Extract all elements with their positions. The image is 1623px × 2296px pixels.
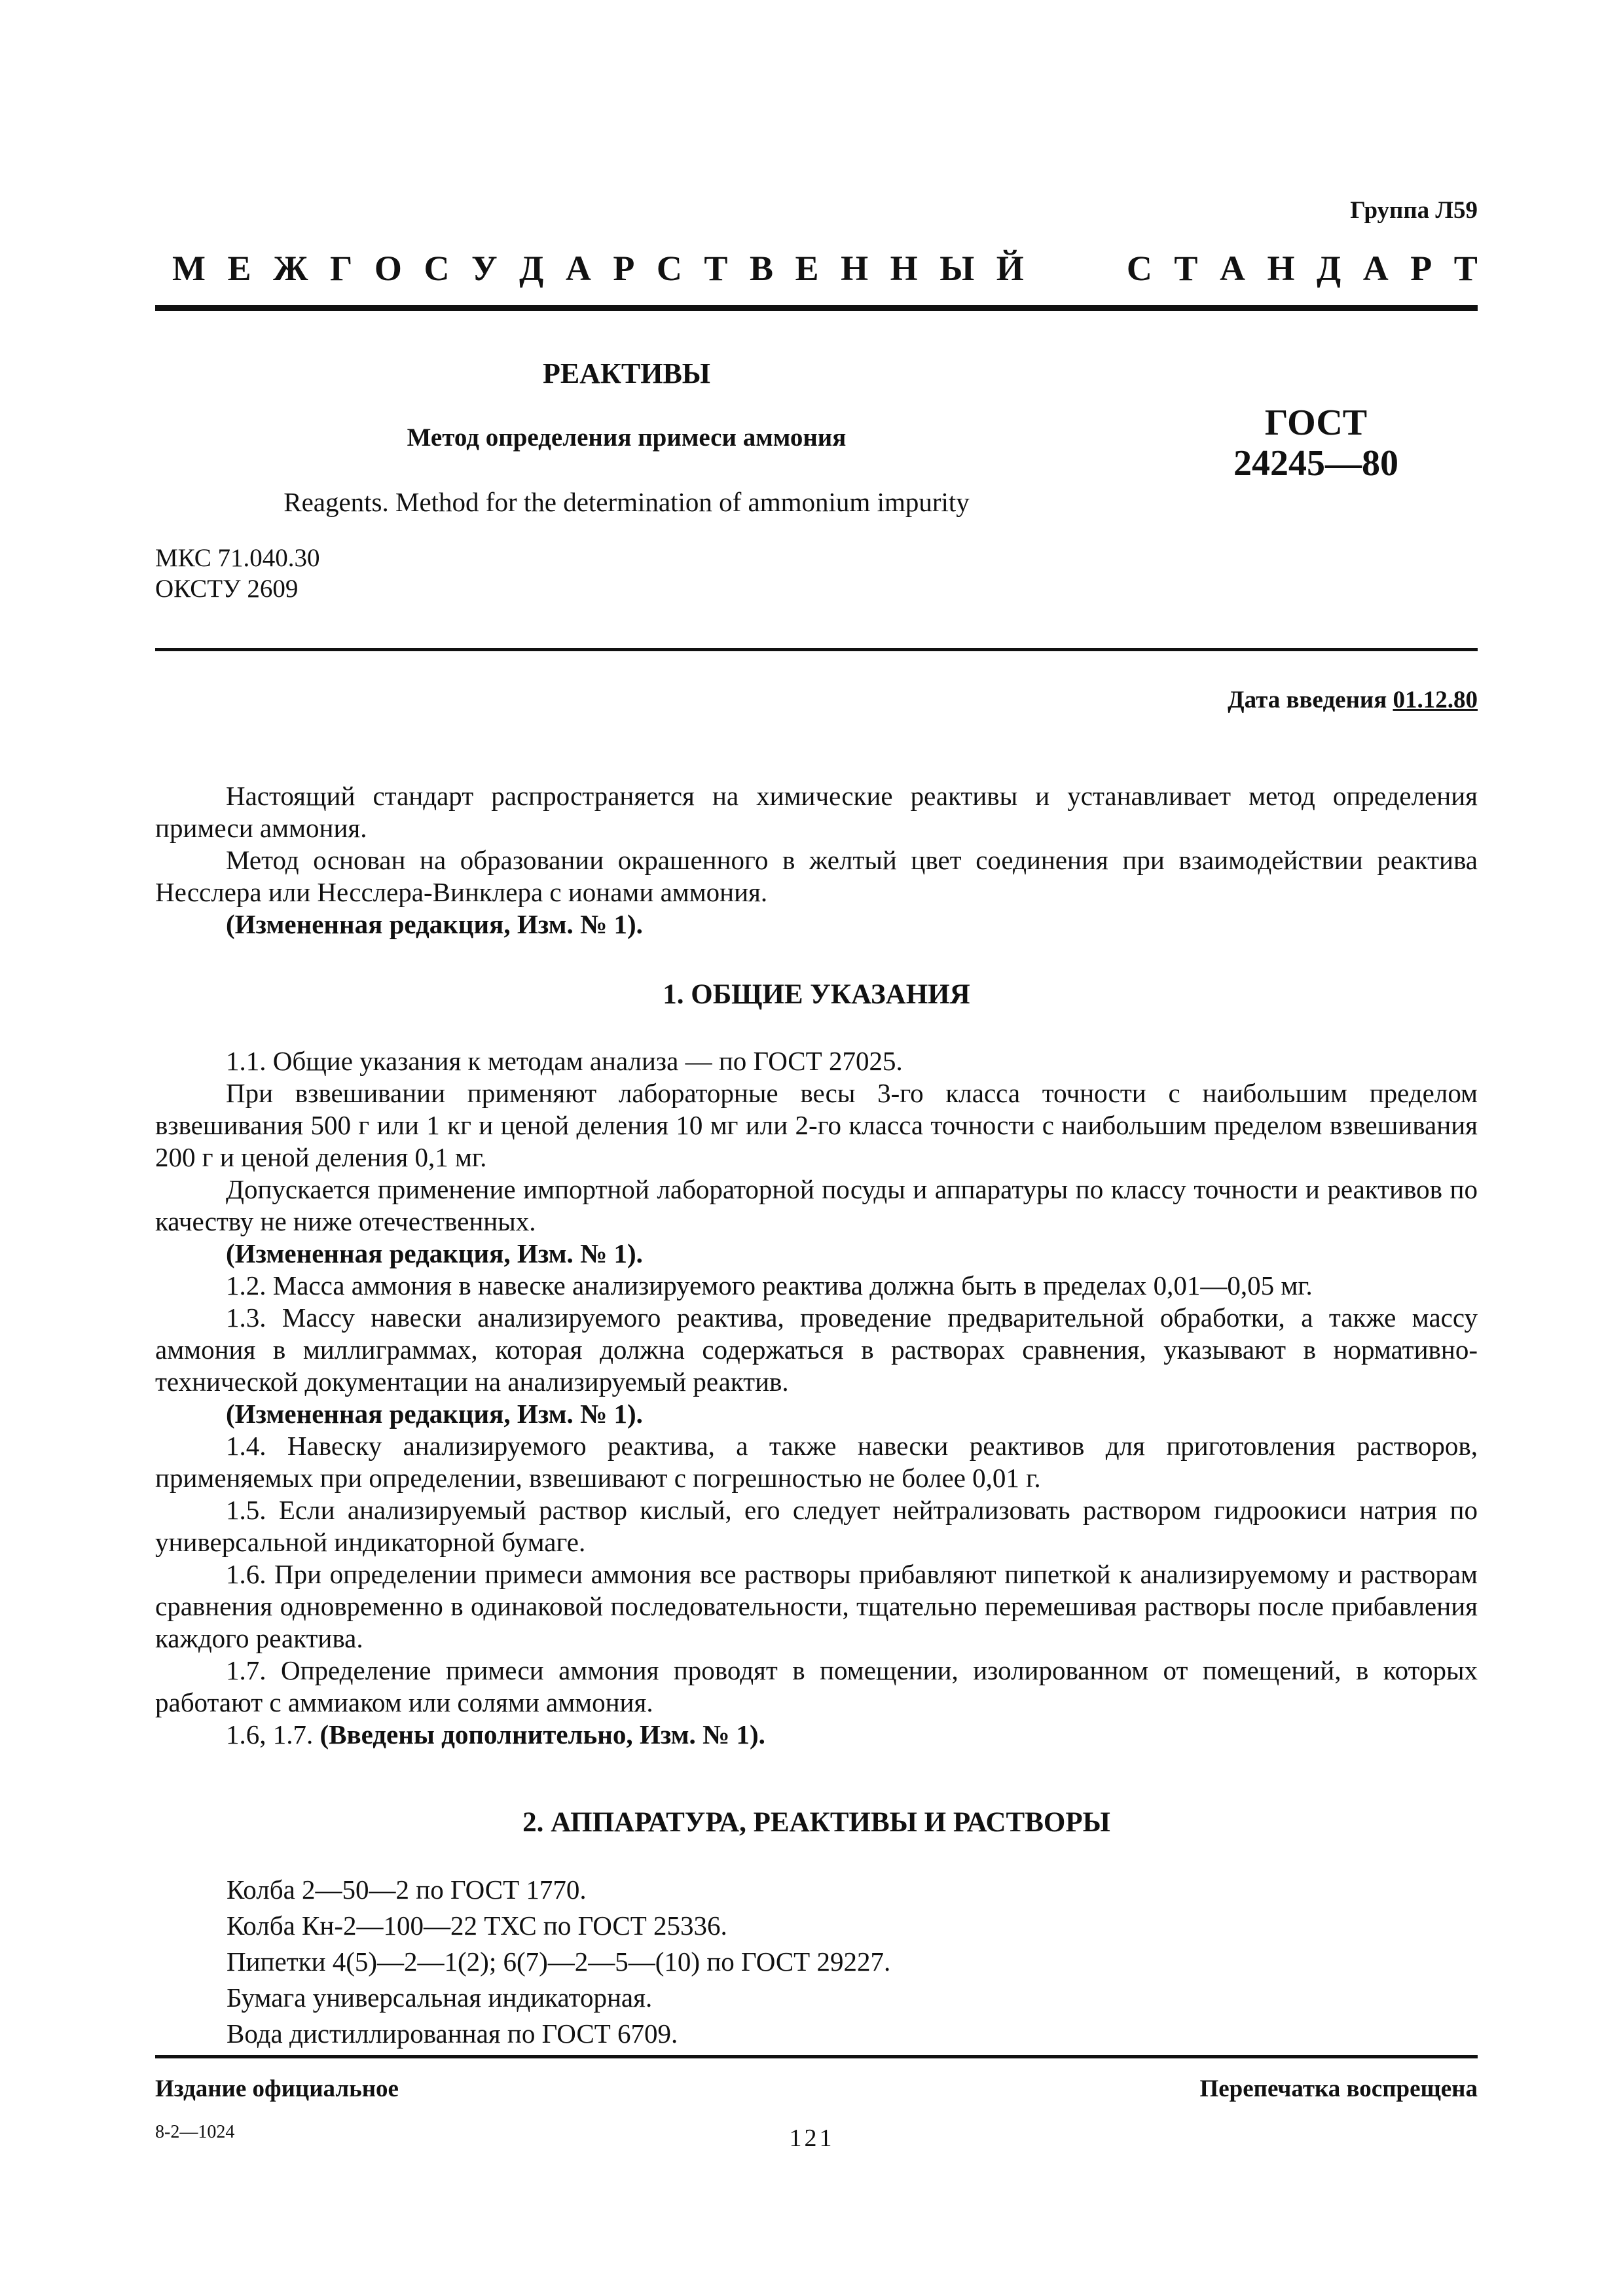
section-1-heading: 1. ОБЩИЕ УКАЗАНИЯ [663,979,970,1010]
banner-letter: Ж [273,249,308,288]
paragraph: 1.7. Определение примеси аммония проводят в помещении, изолированном от помещений, в которых работают с аммиаком или солями аммония. [155,1655,1478,1717]
paragraph: 1.5. Если анализируемый раствор кислый, его следует нейтрализовать раствором гидроокиси натрия по универсальной индикаторной бумаге. [155,1495,1478,1557]
document-title: РЕАКТИВЫ [542,357,711,389]
print-code: 8-2—1024 [155,2122,235,2142]
paragraph: 1.4. Навеску анализируемого реактива, а также навески реактивов для приготовления растворов, применяемых при определении, взвешивают с погрешностью не более 0,01 г. [155,1431,1478,1493]
amendment-note: (Измененная редакция, Изм. № 1). [226,909,643,939]
list-item: Пипетки 4(5)—2—1(2); 6(7)—2—5—(10) по ГОСТ 29227. [227,1946,891,1977]
banner-letter: С [656,249,682,288]
banner-letter: М [172,249,206,288]
official-edition-label: Издание официальное [155,2075,399,2102]
document-english-title: Reagents. Method for the determination of ammonium impurity [283,487,970,517]
gost-label: ГОСТ [1264,403,1368,443]
list-item: Вода дистиллированная по ГОСТ 6709. [227,2018,678,2049]
equipment-list [227,1872,890,2052]
list-item: Колба 2—50—2 по ГОСТ 1770. [227,1874,587,1905]
title-rule [155,648,1478,651]
banner-letter: О [374,249,402,288]
paragraph: Допускается применение импортной лабораторной посуды и аппаратуры по классу точности и реактивов по качеству не ниже отечественных. [155,1174,1478,1236]
banner-letter: Д [1317,249,1341,288]
amendment-line [155,1719,1478,1751]
interstate-standard-banner [172,251,1478,286]
banner-letter: А [1219,249,1245,288]
banner-letter: Н [1267,249,1295,288]
paragraph: 1.6. При определении примеси аммония все растворы прибавляют пипеткой к анализируемому и растворам сравнения одновременно в одинаковой последовательности, тщательно перемешивая растворы после прибавления каждого реактива. [155,1559,1478,1653]
banner-letter: А [1362,249,1389,288]
intro-block [155,780,1478,941]
paragraph: 1.2. Масса аммония в навеске анализируемого реактива должна быть в пределах 0,01—0,05 мг. [226,1270,1313,1300]
banner-letter: Н [890,249,918,288]
banner-letter: В [749,249,774,288]
amendment-note: (Измененная редакция, Изм. № 1). [226,1238,643,1268]
date-value: 01.12.80 [1393,687,1478,713]
banner-letter: У [471,249,498,288]
banner-letter: Г [330,249,353,288]
amendment-note: (Измененная редакция, Изм. № 1). [226,1399,643,1429]
intro-paragraph: Метод основан на образовании окрашенного в желтый цвет соединения при взаимодействии реактива Несслера или Несслера-Винклера с ионами аммония. [155,845,1478,907]
amendment-prefix: 1.6, 1.7. [226,1719,320,1749]
date-label: Дата введения [1228,687,1387,713]
intro-paragraph: Настоящий стандарт распространяется на химические реактивы и устанавливает метод определения примеси аммония. [155,781,1478,843]
reprint-prohibited-label: Перепечатка воспрещена [1199,2075,1478,2102]
effective-date [1228,686,1478,714]
banner-letter: Т [704,249,728,288]
gost-number: 24245—80 [1233,442,1398,484]
paragraph: 1.3. Массу навески анализируемого реактива, проведение предварительной обработки, а также массу аммония в миллиграммах, которая должна содержаться в растворах сравнения, указывают в нормативно-технической документации на анализируемый реактив. [155,1302,1478,1397]
classification-codes [155,543,319,605]
paragraph: 1.1. Общие указания к методам анализа — по ГОСТ 27025. [226,1046,903,1076]
header-rule [155,305,1478,311]
list-item: Колба Кн-2—100—22 ТХС по ГОСТ 25336. [227,1910,727,1941]
banner-letter: Й [996,249,1024,288]
group-code: Группа Л59 [1350,197,1478,224]
gost-designation [1178,403,1453,484]
banner-letter: С [1126,249,1152,288]
banner-letter: Е [227,249,251,288]
footer-rule [155,2055,1478,2058]
banner-letter: Т [1174,249,1198,288]
amendment-note: (Введены дополнительно, Изм. № 1). [319,1719,765,1749]
banner-letter: Д [519,249,544,288]
banner-gap [1046,251,1104,286]
banner-letter: Т [1453,249,1478,288]
section-1-body [155,1045,1478,1751]
list-item: Бумага универсальная индикаторная. [227,1982,653,2013]
section-2-heading: 2. АППАРАТУРА, РЕАКТИВЫ И РАСТВОРЫ [522,1807,1110,1838]
banner-letter: Н [841,249,869,288]
document-subtitle: Метод определения примеси аммония [407,423,847,452]
banner-letter: Ы [939,249,975,288]
banner-letter: А [565,249,591,288]
mks-code: МКС 71.040.30 [155,544,320,572]
banner-letter: Е [795,249,819,288]
banner-letter: Р [1410,249,1432,288]
page-number: 121 [789,2125,835,2152]
banner-letter: С [424,249,450,288]
banner-letter: Р [613,249,635,288]
okstu-code: ОКСТУ 2609 [155,574,299,603]
paragraph: При взвешивании применяют лабораторные весы 3-го класса точности с наибольшим пределом взвешивания 500 г или 1 кг и ценой деления 10 мг или 2-го класса точности с наибольшим пределом взвешивания 200 г и ценой деления 0,1 мг. [155,1078,1478,1172]
